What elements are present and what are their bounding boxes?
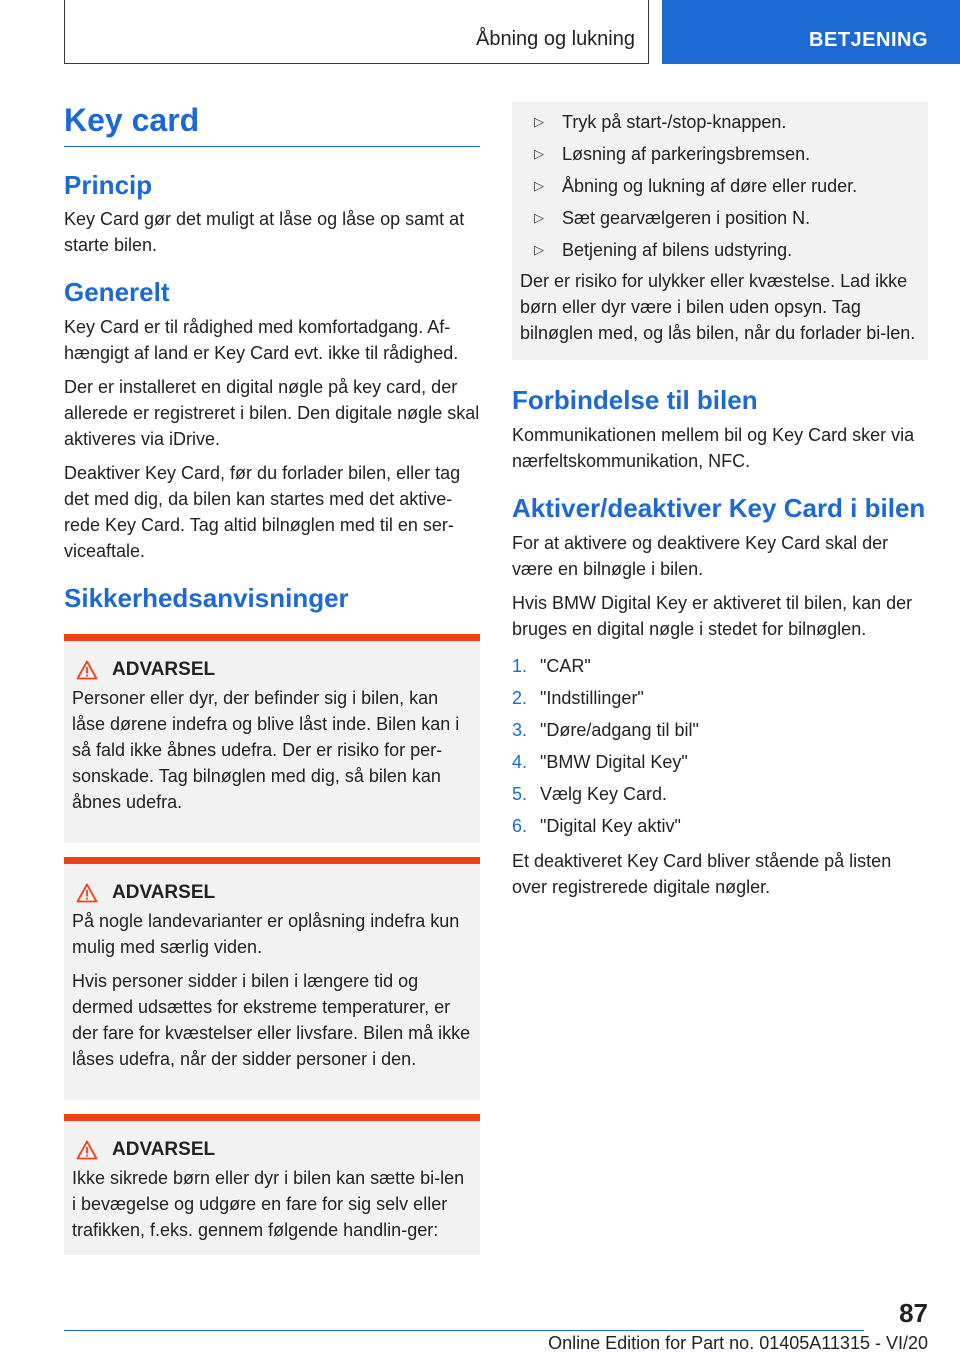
heading-princip: Princip: [64, 169, 153, 200]
warning-triangle-icon: [76, 1140, 98, 1160]
generelt-paragraph-3: Deaktiver Key Card, før du forlader bilen, eller tag det med dig, da bilen kan startes med det aktive-rede Key Card. Tag altid bilnøglen med til en ser-viceaftale.: [64, 463, 461, 562]
steps-list: [512, 650, 928, 842]
closing-text: Et deaktiveret Key Card bliver stående på listen over registrerede digitale nøgler.: [512, 850, 892, 897]
bullet-triangle-icon: ▷: [534, 146, 544, 161]
list-item: 6. "Digital Key aktiv": [512, 815, 681, 836]
list-item: ▷ Sæt gearvælgeren i position N.: [520, 202, 920, 234]
bullet-triangle-icon: ▷: [534, 178, 544, 193]
warning-text: Hvis personer sidder i bilen i længere tid og dermed udsættes for ekstreme temperaturer, er der fare for kvæstelser eller livsfare. Bilen må ikke låses udefra, når der sidder personer i den.: [72, 971, 471, 1070]
heading-generelt: Generelt: [64, 277, 170, 308]
aktiver-paragraph-1: For at aktivere og deaktivere Key Card skal der være en bilnøgle i bilen.: [512, 532, 889, 579]
generelt-paragraph-1: Key Card er til rådighed med komfortadgang. Af-hængigt af land er Key Card evt. ikke til rådighed.: [64, 317, 459, 364]
warning-box: [64, 634, 480, 843]
list-item: 5. Vælg Key Card.: [512, 783, 668, 804]
list-item: 3. "Døre/adgang til bil": [512, 719, 699, 740]
generelt-paragraph-2: Der er installeret en digital nøgle på key card, der allerede er registreret i bilen. Den digitale nøgle skal aktiveres via iDrive.: [64, 377, 480, 450]
header-chapter-tab: [662, 0, 960, 64]
warning-box: [64, 857, 480, 1100]
warning-triangle-icon: [76, 660, 98, 680]
page-title: Key card: [64, 100, 480, 147]
bullet-triangle-icon: ▷: [534, 114, 544, 129]
left-column: [64, 100, 480, 1269]
warning-text: På nogle landevarianter er oplåsning indefra kun mulig med særlig viden.: [72, 911, 460, 958]
list-item: 1. "CAR": [512, 655, 591, 676]
footer-edition-text: Online Edition for Part no. 01405A11315 - VI/20: [548, 1333, 928, 1353]
bullet-triangle-icon: ▷: [534, 242, 544, 257]
aktiver-paragraph-2: Hvis BMW Digital Key er aktiveret til bilen, kan der bruges en digital nøgle i stedet for bilnøglen.: [512, 592, 913, 639]
header-chapter-label: BETJENING: [809, 29, 928, 51]
forbindelse-text: Kommunikationen mellem bil og Key Card sker via nærfeltskommunikation, NFC.: [512, 424, 915, 471]
page-number: 87: [899, 1298, 928, 1328]
list-item: ▷ Løsning af parkeringsbremsen.: [520, 138, 920, 170]
footer-divider: [64, 1330, 864, 1331]
heading-aktiver-deaktiver: Aktiver/deaktiver Key Card i bilen: [512, 492, 926, 523]
warning-text: Personer eller dyr, der befinder sig i bilen, kan låse dørene indefra og blive låst inde. Bilen kan i så fald ikke åbnes udefra. Der er risiko for per-sonskade. Tag bilnøglen med dig, så bilen kan åbnes udefra.: [72, 688, 460, 813]
action-list: [520, 106, 920, 266]
warning-text: Ikke sikrede børn eller dyr i bilen kan sætte bi-len i bevægelse og udgøre en fare for sig selv eller trafikken, f.eks. gennem følgende handlin-ger:: [72, 1168, 465, 1241]
list-item: 2. "Indstillinger": [512, 687, 644, 708]
warning-title: ADVARSEL: [112, 1139, 216, 1161]
list-item: ▷ Tryk på start-/stop-knappen.: [520, 106, 920, 138]
warning-triangle-icon: [76, 883, 98, 903]
risk-text: Der er risiko for ulykker eller kvæstelse. Lad ikke børn eller dyr være i bilen uden opsyn. Tag bilnøglen med, og lås bilen, når du forlader bi-len.: [520, 271, 916, 343]
warning-title: ADVARSEL: [112, 882, 216, 904]
warning-box: [64, 1114, 480, 1255]
warning-title: ADVARSEL: [112, 659, 216, 681]
heading-sikkerhedsanvisninger: Sikkerhedsanvisninger: [64, 583, 349, 614]
princip-text: Key Card gør det muligt at låse og låse op samt at starte bilen.: [64, 209, 465, 256]
bullet-triangle-icon: ▷: [534, 210, 544, 225]
list-item: ▷ Åbning og lukning af døre eller ruder.: [520, 170, 920, 202]
list-item: ▷ Betjening af bilens udstyring.: [520, 234, 920, 266]
list-item: 4. "BMW Digital Key": [512, 751, 688, 772]
heading-forbindelse: Forbindelse til bilen: [512, 385, 758, 415]
right-column: [512, 102, 928, 908]
header-section-title: Åbning og lukning: [475, 28, 635, 50]
warning-continuation-box: [512, 102, 928, 360]
